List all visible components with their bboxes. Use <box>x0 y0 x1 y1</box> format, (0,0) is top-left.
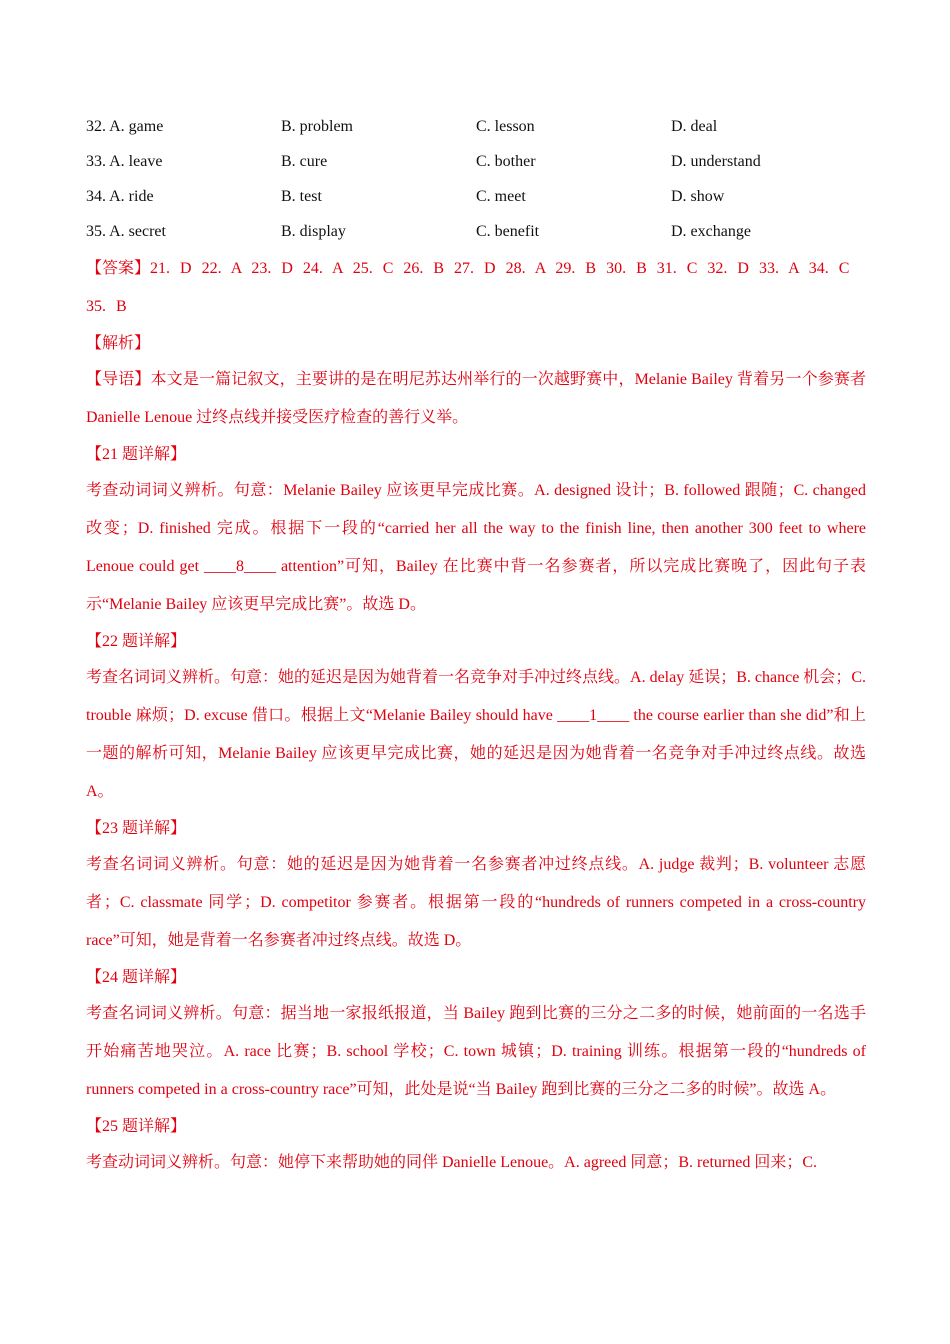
option-b: B. problem <box>281 118 353 135</box>
option-a: 34. A. ride <box>86 188 154 205</box>
answer-key <box>86 250 866 326</box>
section-text-22: 考查名词词义辨析。句意：她的延迟是因为她背着一名竞争对手冲过终点线。A. delay 延误；B. chance 机会；C. trouble 麻烦；D. excuse 借口。根据上文“Melanie Bailey should have ____1____ the course earlier than she did”和上一题的解析可知，Melanie Bailey 应该更早完成比赛，她的延迟是因为她背着一名竞争对手冲过终点线。故选 A。 <box>86 669 866 800</box>
option-a: 33. A. leave <box>86 153 163 170</box>
section-text-23: 考查名词词义辨析。句意：她的延迟是因为她背着一名参赛者冲过终点线。A. judge 裁判；B. volunteer 志愿者；C. classmate 同学；D. competitor 参赛者。根据第一段的“hundreds of runners competed in a cross-country race”可知，她是背着一名参赛者冲过终点线。故选 D。 <box>86 856 866 949</box>
intro-text: 本文是一篇记叙文，主要讲的是在明尼苏达州举行的一次越野赛中，Melanie Bailey 背着另一个参赛者 Danielle Lenoue 过终点线并接受医疗检查的善行义举。 <box>86 371 866 426</box>
option-row-32 <box>86 109 866 144</box>
analysis-heading: 【解析】 <box>86 335 151 352</box>
intro-paragraph <box>86 361 866 437</box>
section-heading-22: 【22 题详解】 <box>86 633 187 650</box>
option-b: B. test <box>281 188 322 205</box>
option-c: C. meet <box>476 188 526 205</box>
option-row-33 <box>86 144 866 179</box>
option-a: 35. A. secret <box>86 223 166 240</box>
option-d: D. show <box>671 188 725 205</box>
option-b: B. display <box>281 223 346 240</box>
option-c: C. bother <box>476 153 536 170</box>
section-text-25: 考查动词词义辨析。句意：她停下来帮助她的同伴 Danielle Lenoue。A. agreed 同意；B. returned 回来；C. <box>86 1154 818 1171</box>
section-heading-24: 【24 题详解】 <box>86 969 187 986</box>
option-row-35 <box>86 214 866 249</box>
answer-label: 【答案】 <box>86 260 151 277</box>
option-d: D. exchange <box>671 223 751 240</box>
option-row-34 <box>86 179 866 214</box>
section-heading-25: 【25 题详解】 <box>86 1118 187 1135</box>
option-b: B. cure <box>281 153 328 170</box>
option-a: 32. A. game <box>86 118 164 135</box>
section-heading-21: 【21 题详解】 <box>86 446 187 463</box>
option-c: C. benefit <box>476 223 540 240</box>
document-content <box>86 109 866 1182</box>
intro-label: 【导语】 <box>86 371 151 388</box>
section-heading-23: 【23 题详解】 <box>86 820 187 837</box>
section-text-21: 考查动词词义辨析。句意：Melanie Bailey 应该更早完成比赛。A. designed 设计；B. followed 跟随；C. changed 改变；D. finished 完成。根据下一段的“carried her all the way to the finish line, then another 300 feet to where Lenoue could get ____8____ attention”可知，Bailey 在比赛中背一名参赛者，所以完成比赛晚了，因此句子表示“Melanie Bailey 应该更早完成比赛”。故选 D。 <box>86 482 866 613</box>
option-c: C. lesson <box>476 118 535 135</box>
option-d: D. deal <box>671 118 718 135</box>
option-d: D. understand <box>671 153 761 170</box>
section-text-24: 考查名词词义辨析。句意：据当地一家报纸报道，当 Bailey 跑到比赛的三分之二多的时候，她前面的一名选手开始痛苦地哭泣。A. race 比赛；B. school 学校；C. town 城镇；D. training 训练。根据第一段的“hundreds of runners competed in a cross-country race”可知，此处是说“当 Bailey 跑到比赛的三分之二多的时候”。故选 A。 <box>86 1005 866 1098</box>
answer-text: 21. D 22. A 23. D 24. A 25. C 26. B 27. D 28. A 29. B 30. B 31. C 32. D 33. A 34. C 35. B <box>86 260 850 315</box>
